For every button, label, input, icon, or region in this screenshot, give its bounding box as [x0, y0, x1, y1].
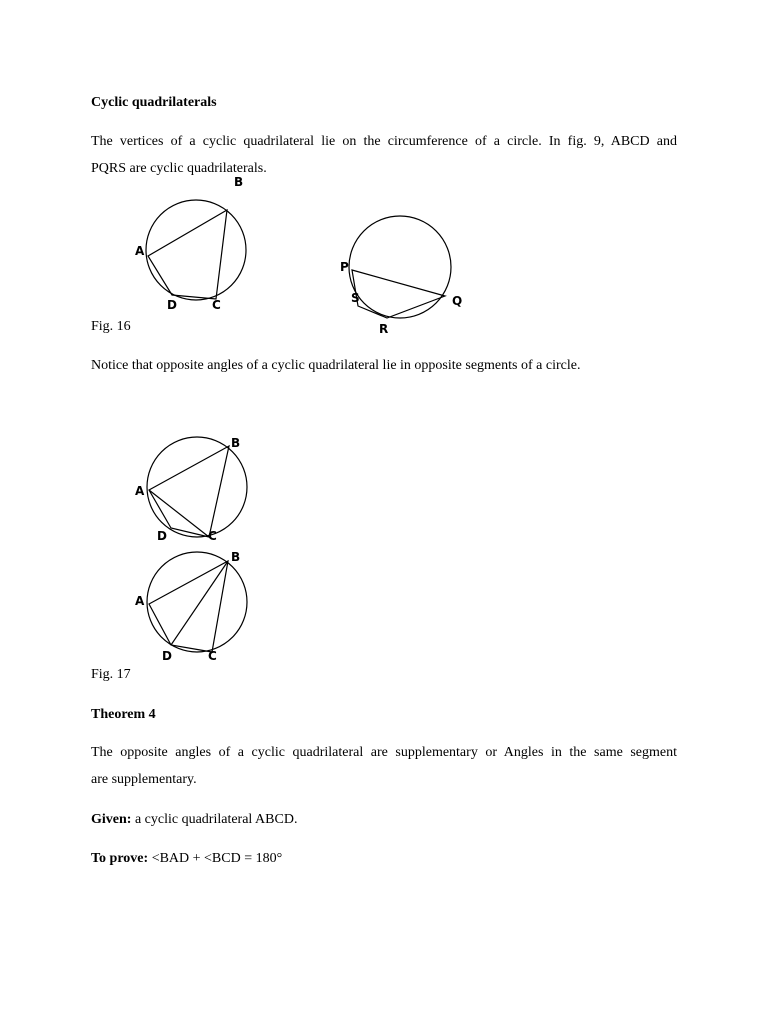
fig17-bottom-diagonal-DB [171, 561, 228, 645]
given-text: a cyclic quadrilateral ABCD. [134, 812, 298, 827]
notice-text: Notice that opposite angles of a cyclic quadrilateral lie in opposite segments of a circle. [91, 358, 581, 373]
theorem-line-2: are supplementary. [91, 772, 197, 787]
fig17-bottom-circle [147, 552, 247, 652]
fig17-bottom-label-D: D [162, 649, 172, 663]
fig17-top-label-A: A [135, 484, 145, 498]
fig16-label-Q: Q [452, 294, 463, 308]
theorem-title: Theorem 4 [91, 707, 156, 722]
given-label: Given: [91, 812, 132, 827]
fig17-bottom-quadrilateral [149, 561, 228, 652]
fig17-top-circle [147, 437, 247, 537]
fig17-top-diagram [135, 436, 247, 543]
fig16-label-P: P [340, 260, 349, 274]
fig16-label-C: C [212, 298, 221, 312]
fig17-top-label-C: C [208, 529, 217, 543]
fig17-bottom-label-B: B [231, 550, 241, 564]
prove-line [91, 852, 282, 866]
fig16-label-D: D [167, 298, 177, 312]
fig16-label-S: S [351, 291, 360, 305]
fig17-bottom-label-C: C [208, 649, 217, 663]
intro-line-2: PQRS are cyclic quadrilaterals. [91, 161, 267, 176]
fig16-label-A: A [135, 244, 145, 258]
fig16-left-quadrilateral [148, 210, 227, 299]
fig16-left-circle [146, 200, 246, 300]
fig16-right-diagram [340, 216, 462, 336]
prove-text: <BAD + <BCD = 180° [151, 851, 283, 866]
theorem-line-1: The opposite angles of a cyclic quadrilateral are supplementary or Angles in the same segment [91, 745, 677, 760]
intro-line-1: The vertices of a cyclic quadrilateral lie on the circumference of a circle. In fig. 9, ABCD and [91, 134, 677, 149]
fig17-top-quadrilateral [149, 446, 229, 537]
fig17-top-label-B: B [231, 436, 241, 450]
fig16-caption: Fig. 16 [91, 319, 131, 334]
given-line [91, 813, 297, 827]
section-heading: Cyclic quadrilaterals [91, 95, 217, 110]
fig17-top-label-D: D [157, 529, 167, 543]
fig16-left-diagram [135, 175, 246, 312]
prove-label: To prove: [91, 851, 149, 866]
fig17-bottom-diagram [135, 550, 247, 663]
fig16-label-B: B [234, 175, 244, 189]
fig17-caption: Fig. 17 [91, 667, 131, 682]
fig16-label-R: R [379, 322, 389, 336]
fig16-right-circle [349, 216, 451, 318]
fig16-right-quadrilateral [352, 270, 445, 318]
fig17-bottom-label-A: A [135, 594, 145, 608]
